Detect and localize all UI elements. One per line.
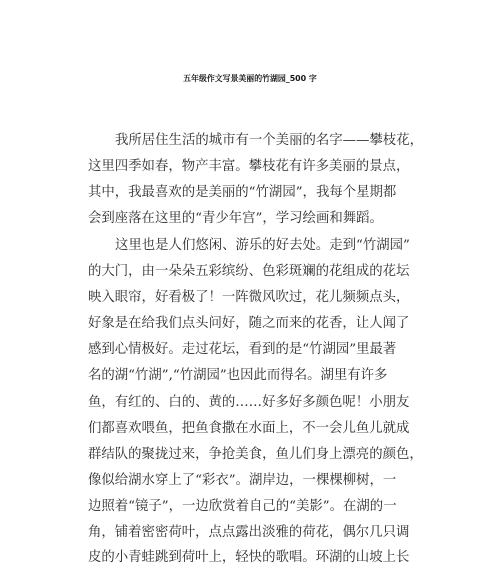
paragraph-line-6: 的大门，由一朵朵五彩缤纷、色彩斑斓的花组成的花坛 <box>88 264 410 279</box>
paragraph-line-9: 感到心情极好。走过花坛，看到的是“竹湖园”里最著 <box>88 342 397 357</box>
paragraph-line-17: 皮的小青蛙跳到荷叶上，轻快的歌唱。环湖的山坡上长 <box>88 550 410 565</box>
paragraph-line-4: 会到座落在这里的“青少年宫”，学习绘画和舞蹈。 <box>88 211 383 226</box>
paragraph-line-8: 好象是在给我们点头问好，随之而来的花香，让人闻了 <box>88 316 410 331</box>
paragraph-line-16: 角，铺着密密荷叶，点点露出淡雅的荷花，偶尔几只调 <box>88 525 410 540</box>
paragraph-line-3: 其中，我最喜欢的是美丽的“竹湖园”，我每个星期都 <box>88 185 397 200</box>
document-title: 五年级作文写景美丽的竹湖园_500 字 <box>183 74 317 83</box>
paragraph-line-15: 边照着“镜子”，一边欣赏着自己的“美影”。在湖的一 <box>88 499 397 514</box>
paragraph-line-13: 群结队的聚拢过来，争抢美食，鱼儿们身上漂亮的颜色， <box>88 447 423 462</box>
paragraph-line-12: 们都喜欢喂鱼，把鱼食撒在水面上，不一会儿鱼儿就成 <box>88 421 410 436</box>
paragraph-line-7: 映入眼帘，好看极了！一阵微风吹过，花儿频频点头， <box>88 290 410 305</box>
paragraph-line-2: 这里四季如春，物产丰富。攀枝花有许多美丽的景点， <box>88 159 410 174</box>
paragraph-line-14: 像似给湖水穿上了“彩衣”。湖岸边，一棵棵柳树，一 <box>88 473 397 488</box>
paragraph-line-10: 名的湖“竹湖”,“竹湖园”也因此而得名。湖里有许多 <box>88 368 388 383</box>
paragraph-line-11: 鱼，有红的、白的、黄的……好多好多颜色呢！小朋友 <box>88 395 410 410</box>
paragraph-line-5: 这里也是人们悠闲、游乐的好去处。走到“竹湖园” <box>115 238 410 253</box>
paragraph-line-1: 我所居住生活的城市有一个美丽的名字——攀枝花， <box>115 133 423 148</box>
